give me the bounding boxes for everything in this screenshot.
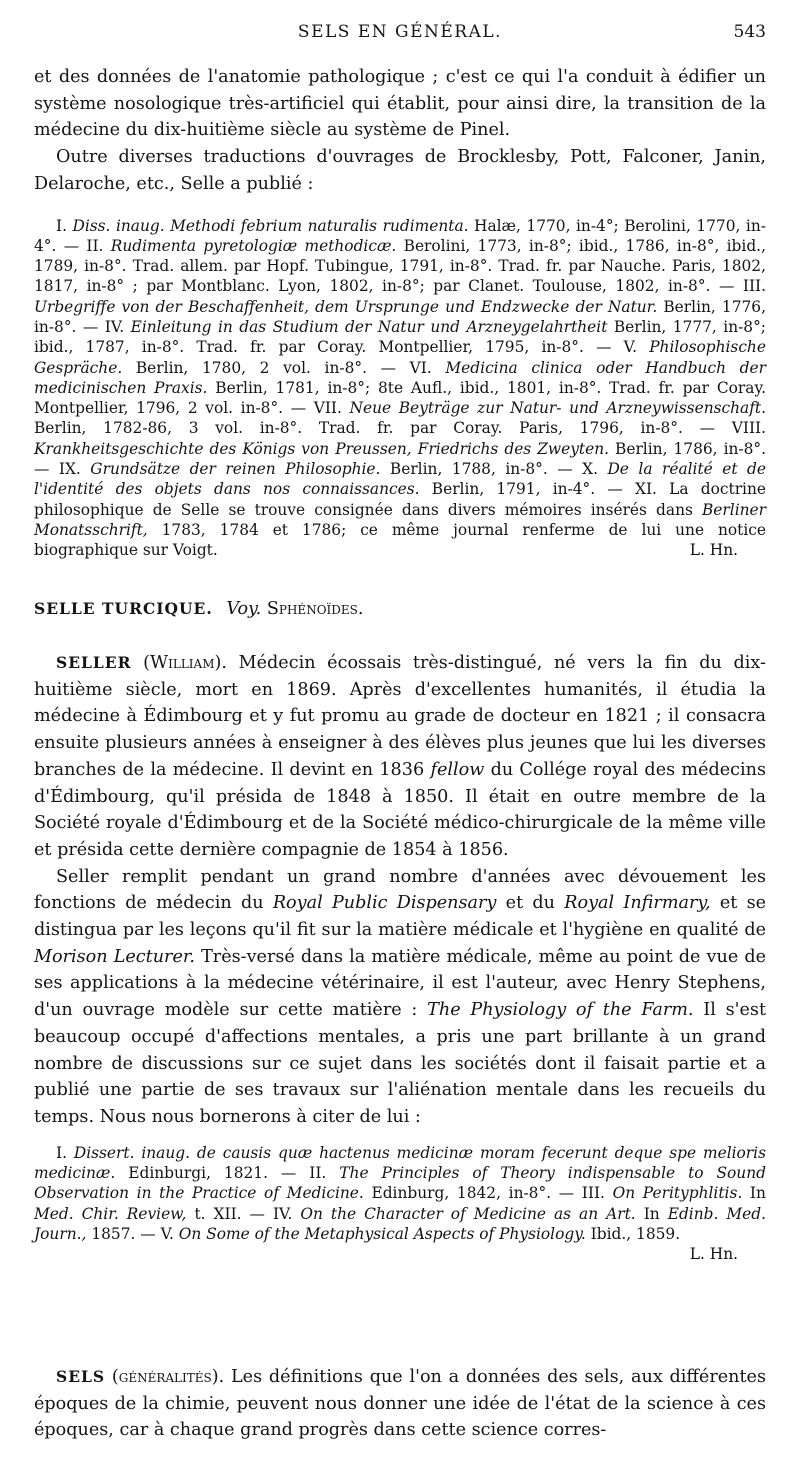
- bib-num: V.: [160, 1224, 174, 1243]
- seller-text: Seller remplit pendant un grand nombre d'années avec dévouement les fonctions de médecin du: [34, 866, 766, 914]
- headword: SELLER: [56, 653, 132, 672]
- bib-title: On Perityphlitis.: [612, 1184, 743, 1203]
- fellow-term: fellow: [430, 759, 485, 780]
- seller-text: Très-versé dans la matière médicale, même au point de vue de ses applications à la médecine vétérinaire, il est l'auteur, avec Henry Stephens, d'un ouvrage modèle sur cette matière :: [34, 946, 767, 1021]
- bib-num: — IV.: [82, 318, 125, 336]
- bib-title: Krankheitsgeschichte des Königs von Preussen, Friedrichs des Zweyten.: [34, 439, 609, 458]
- bib-title: Medicina clinica oder Handbuch der medicinischen Praxis.: [34, 358, 766, 397]
- bib-num: — V.: [596, 338, 637, 357]
- signature: L. Hn.: [689, 1245, 738, 1264]
- bib-num: — II.: [63, 236, 104, 255]
- selle-paragraph-1: et des données de l'anatomie pathologique ; c'est ce qui l'a conduit à édifier un système nosologique très-artificiel qui établit, pour ainsi dire, la transition de la médecine du dix-huitième siècle au système de Pinel.: [34, 67, 766, 141]
- bib-title: Diss. inaug. Methodi febrium naturalis rudimenta.: [72, 216, 469, 235]
- sels-text: Les définitions que l'on a données des sels, aux différentes époques de la chimie, peuvent nous donner une idée de l'état de la science à ces époques, car à chaque grand progrès dans cette science corres-: [34, 1367, 766, 1441]
- bib-title: On the Character of Medicine as an Art.: [300, 1204, 636, 1223]
- seller-entry: [34, 650, 766, 1264]
- bib-title: Urbegriffe von der Beschaffenheit, dem Ursprunge und Endzwecke der Natur.: [34, 297, 658, 316]
- bib-details: t. XII. —: [194, 1204, 265, 1223]
- bib-num: I.: [56, 216, 67, 235]
- bib-num: — IX.: [34, 460, 81, 479]
- bib-num: — VI.: [380, 358, 432, 377]
- bib-details: Berlin, 1788, in-8°.: [389, 460, 548, 479]
- bib-title: De la réalité et de l'identité des objets dans nos connaissances.: [34, 460, 766, 499]
- bib-details: Berolini, 1773, in-8°; ibid., 1786, in-8°, ibid., 1789, in-8°. Trad. allem. par Hopf. Tubingue, 1791, in-8°. Trad. fr. par Nauche. Paris, 1802, 1817, in-8° ; par Montblanc. Lyon, 1802, in-8°; par Clanet. Toulouse, 1802, in-8°.: [34, 236, 766, 296]
- bib-details: Berlin, 1791, in-4°.: [431, 480, 596, 499]
- bib-details: Edinburgi, 1821. —: [128, 1163, 297, 1182]
- bib-num: — VII.: [290, 399, 342, 418]
- bib-num: — VIII.: [699, 419, 767, 438]
- seller-text: du Collége royal des médecins d'Édimbourg, qu'il présida de 1848 à 1850. Il était en outre membre de la Société royale d'Édimbourg et de la Société médico-chirurgicale de la même ville et présida cette dernière compagnie de 1854 à 1856.: [34, 759, 767, 860]
- journal-name: Edinb. Med. Journ.,: [34, 1204, 766, 1243]
- bib-title: Neue Beyträge zur Natur- und Arzneywissenschaft.: [349, 399, 766, 418]
- bib-num: — X.: [557, 460, 598, 479]
- bib-details: Berlin, 1777, in-8°; ibid., 1787, in-8°. Trad. fr. par Coray. Montpellier, 1795, in-8°.: [34, 318, 766, 357]
- institution-name: Royal Infirmary,: [564, 893, 711, 914]
- headword: SELLE TURCIQUE.: [34, 599, 213, 618]
- bib-num: — XI.: [607, 480, 657, 499]
- bib-title: Einleitung in das Studium der Natur und Arzneygelahrtheit: [130, 318, 608, 336]
- bib-num: III.: [581, 1184, 605, 1203]
- bib-title: The Principles of Theory indispensable to Sound Observation in the Practice of Medicine.: [34, 1163, 766, 1203]
- running-head: [34, 0, 766, 44]
- bib-details: Berlin, 1786, in-8°.: [615, 439, 766, 458]
- sels-paragraph: [34, 1364, 766, 1444]
- headword: SELS: [56, 1367, 106, 1386]
- bib-details: Edinburg, 1842, in-8°. —: [371, 1184, 575, 1203]
- lecturer-title: Morison Lecturer.: [34, 946, 195, 967]
- bib-details: Berlin, 1781, in-8°; 8te Aufl., ibid., 1801, in-8°. Trad. fr. par Coray. Montpellier, 1796, 2 vol. in-8°.: [34, 378, 766, 418]
- bib-details: Berlin, 1782-86, 3 vol. in-8°. Trad. fr. par Coray. Paris, 1796, in-8°.: [34, 419, 683, 438]
- seller-bibliography: [34, 1143, 766, 1264]
- page-number: 543: [733, 22, 766, 42]
- seller-text: et du: [505, 893, 555, 914]
- selle-turcique-line: [34, 596, 766, 623]
- bib-title: Philosophische Gespräche.: [34, 338, 766, 377]
- bib-details: 1783, 1784 et 1786; ce même journal renferme de lui une notice biographique sur Voigt.: [34, 520, 766, 560]
- subheading: (généralités).: [111, 1367, 225, 1387]
- book-title: The Physiology of the Farm.: [427, 1000, 694, 1021]
- institution-name: Royal Public Dispensary: [272, 893, 497, 914]
- selle-continuation: [34, 64, 766, 561]
- seller-text: Médecin écossais très-distingué, né vers la fin du dix-huitième siècle, mort en 1869. Après d'excellentes humanités, il étudia la médecine à Édimbourg et y fut promu au grade de docteur en 1821 ; il consacra ensuite plusieurs années à enseigner à des élèves plus jeunes que lui les diverses branches de la médecine. Il devint en 1836: [34, 653, 766, 780]
- bib-details: La doctrine philosophique de Selle se trouve consignée dans divers mémoires insérés dans: [34, 480, 766, 519]
- voy-label: Voy.: [226, 599, 262, 619]
- journal-name: Med. Chir. Review,: [34, 1204, 187, 1223]
- bib-title: Dissert. inaug. de causis quæ hactenus medicinæ moram fecerunt deque spe melioris medicinæ.: [34, 1143, 766, 1182]
- bib-num: II.: [309, 1163, 327, 1182]
- bib-title: Berliner Monatsschrift,: [34, 500, 766, 539]
- selle-paragraph-2: Outre diverses traductions d'ouvrages de Brocklesby, Pott, Falconer, Janin, Delaroche, etc., Selle a publié :: [34, 147, 766, 194]
- sels-entry: [34, 1364, 766, 1444]
- bib-details: Ibid., 1859.: [590, 1224, 681, 1243]
- running-title: SELS EN GÉNÉRAL.: [297, 22, 503, 42]
- selle-bibliography: [34, 216, 766, 561]
- bib-details: Berlin, 1776, in-8°.: [34, 297, 766, 336]
- seller-text: Il s'est beaucoup occupé d'affections mentales, a pris une part brillante à un grand nombre de discussions sur ce sujet dans les sociétés dont il faisait partie et a publié une partie de ses travaux sur l'aliénation mentale dans les recueils du temps. Nous nous bornerons à citer de lui :: [34, 1000, 767, 1127]
- bib-title: Grundsätze der reinen Philosophie.: [90, 460, 381, 479]
- bib-details: In: [749, 1184, 766, 1203]
- selle-turcique-entry: [34, 596, 766, 623]
- seller-name: (William).: [143, 653, 227, 673]
- bib-details: 1857. —: [91, 1224, 156, 1243]
- bib-details: Berlin, 1780, 2 vol. in-8°.: [135, 358, 367, 377]
- bib-title: Rudimenta pyretologiæ methodicæ.: [110, 236, 397, 255]
- signature: L. Hn.: [689, 541, 738, 560]
- bib-details: Halæ, 1770, in-4°; Berolini, 1770, in-4°.: [34, 216, 766, 255]
- bib-title: On Some of the Metaphysical Aspects of Physiology.: [178, 1224, 586, 1243]
- bib-num: I.: [56, 1143, 67, 1162]
- seller-text: et se distingua par les leçons qu'il fit sur la matière médicale et l'hygiène en qualité de: [34, 893, 767, 941]
- bib-details: In: [643, 1204, 660, 1223]
- seller-paragraph-2: [34, 864, 766, 1131]
- bib-num: — III.: [718, 277, 766, 296]
- seller-paragraph-1: [34, 650, 766, 864]
- bib-num: IV.: [272, 1204, 293, 1223]
- cross-reference: Sphénoïdes.: [266, 599, 364, 619]
